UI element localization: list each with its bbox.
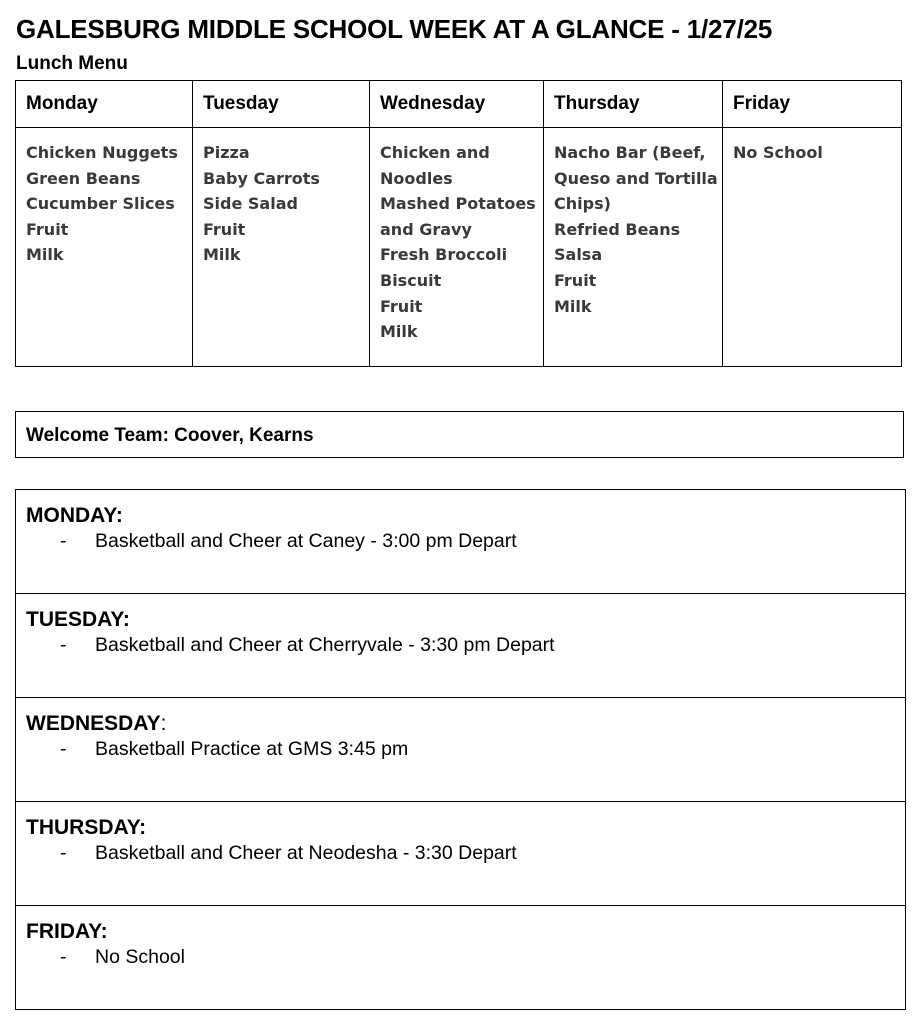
event-item	[60, 634, 555, 657]
menu-item: Queso and Tortilla	[554, 168, 718, 188]
bullet-dash: -	[60, 946, 67, 968]
lunch-items-row	[16, 128, 902, 367]
lunch-cell-thursday	[544, 128, 723, 367]
menu-item: and Gravy	[380, 219, 472, 239]
lunch-cell-wednesday	[370, 128, 544, 367]
day-heading: TUESDAY:	[26, 608, 130, 631]
welcome-team-box: Welcome Team: Coover, Kearns	[15, 411, 904, 458]
menu-item: Chicken and	[380, 143, 490, 162]
menu-item: Refried Beans	[554, 219, 681, 239]
lunch-header-wednesday: Wednesday	[370, 81, 544, 128]
menu-item: Milk	[554, 296, 592, 316]
day-heading: WEDNESDAY	[26, 712, 161, 735]
menu-item: Fruit	[380, 296, 423, 316]
lunch-cell-friday	[723, 128, 902, 367]
day-heading: FRIDAY:	[26, 920, 108, 943]
day-heading-colon: :	[160, 712, 167, 735]
schedule-tuesday	[16, 593, 905, 697]
bullet-dash: -	[60, 530, 67, 552]
event-item	[60, 738, 408, 761]
page-title: GALESBURG MIDDLE SCHOOL WEEK AT A GLANCE - 1/27/25	[16, 14, 773, 44]
menu-item: Fresh Broccoli	[380, 245, 508, 265]
lunch-cell-monday	[16, 128, 193, 367]
menu-item: Fruit	[203, 219, 246, 239]
lunch-header-monday: Monday	[16, 81, 193, 128]
lunch-header-thursday: Thursday	[544, 81, 723, 128]
event-text: Basketball and Cheer at Neodesha - 3:30 Depart	[95, 842, 517, 864]
menu-item: Biscuit	[380, 270, 442, 290]
day-heading: MONDAY:	[26, 504, 123, 527]
event-text: No School	[95, 946, 185, 968]
menu-item: Milk	[26, 245, 64, 265]
bullet-dash: -	[60, 738, 67, 760]
schedule-thursday	[16, 801, 905, 905]
day-heading: THURSDAY:	[26, 816, 147, 839]
event-text: Basketball and Cheer at Caney - 3:00 pm Depart	[95, 530, 517, 552]
menu-item: Milk	[203, 245, 241, 265]
bullet-dash: -	[60, 842, 67, 864]
lunch-header-row	[16, 81, 902, 128]
menu-item: Nacho Bar (Beef,	[554, 143, 706, 162]
lunch-menu-label: Lunch Menu	[16, 53, 128, 74]
schedule-friday	[16, 905, 905, 1009]
event-text: Basketball and Cheer at Cherryvale - 3:30 pm Depart	[95, 634, 555, 656]
lunch-header-friday: Friday	[723, 81, 902, 128]
menu-item: Salsa	[554, 245, 603, 265]
event-text: Basketball Practice at GMS 3:45 pm	[95, 738, 409, 760]
menu-item: Baby Carrots	[203, 168, 320, 188]
schedule-monday	[16, 490, 905, 593]
lunch-menu-table	[15, 80, 902, 367]
menu-item: Fruit	[554, 270, 597, 290]
bullet-dash: -	[60, 634, 67, 656]
menu-item: Cucumber Slices	[26, 194, 175, 214]
weekly-schedule	[15, 489, 906, 1010]
event-item	[60, 530, 517, 553]
menu-item: Side Salad	[203, 194, 298, 214]
event-item	[60, 946, 185, 969]
event-item	[60, 842, 517, 865]
menu-item: Mashed Potatoes	[380, 194, 536, 214]
menu-item: Milk	[380, 322, 418, 342]
lunch-header-tuesday: Tuesday	[193, 81, 370, 128]
day-heading-wrap	[26, 712, 166, 736]
schedule-wednesday	[16, 697, 905, 801]
menu-item: Green Beans	[26, 168, 141, 188]
menu-item: No School	[733, 143, 823, 162]
menu-item: Fruit	[26, 219, 69, 239]
menu-item: Noodles	[380, 168, 453, 188]
menu-item: Chips)	[554, 194, 611, 214]
menu-item: Chicken Nuggets	[26, 143, 178, 162]
lunch-cell-tuesday	[193, 128, 370, 367]
menu-item: Pizza	[203, 143, 250, 162]
